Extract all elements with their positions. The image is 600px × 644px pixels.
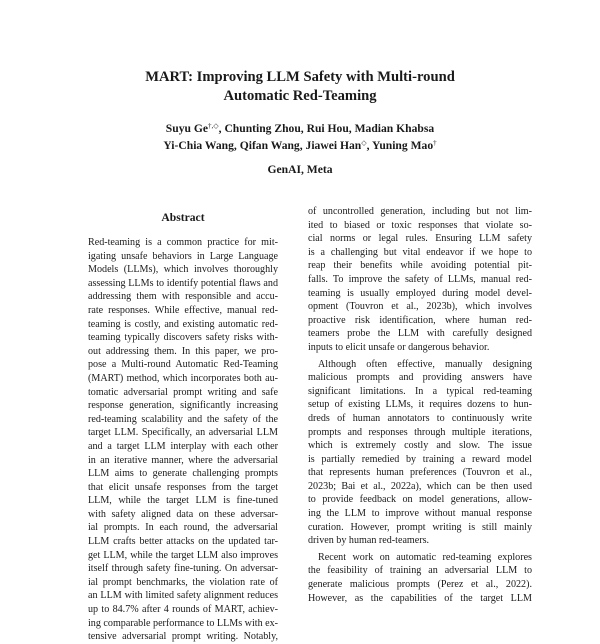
intro-line: to provide feedback on model generations, allow- (308, 494, 532, 506)
intro-line: inputs to elicit unsafe or dangerous behavior. (308, 341, 490, 353)
intro-line: driven by human red-teamers. (308, 535, 430, 547)
abstract-line: igating unsafe behaviors in Large Language (88, 250, 278, 262)
intro-line: ited to biased or toxic responses that violate so- (308, 219, 532, 231)
author-affil-mark: † (433, 139, 437, 147)
intro-line: setup of existing LLMs, it requires dozens to hun- (308, 399, 532, 411)
author-names: , Chunting Zhou, Rui Hou, Madian Khabsa (218, 122, 435, 135)
abstract-line: teaming typically discovers safety risks with- (88, 332, 278, 344)
affiliation: GenAI, Meta (267, 163, 333, 176)
intro-line: 2023b; Bai et al., 2022a), which can be then used (308, 480, 532, 492)
abstract-line: target LLM. Specifically, an adversarial LLM (88, 427, 278, 439)
intro-line: ing the LLM to improve without manual response (308, 508, 532, 520)
intro-line: Although often effective, manually designing (318, 358, 532, 370)
author-line-1 (0, 120, 600, 137)
intro-line: significant limitations. In a typical red-teaming (308, 385, 532, 397)
title-line-1: MART: Improving LLM Safety with Multi-round (145, 69, 455, 85)
intro-paragraph (308, 205, 532, 355)
intro-paragraph (308, 358, 532, 548)
abstract-line: an LLM with limited safety alignment reduces (88, 590, 278, 602)
abstract-body (88, 236, 278, 644)
author-affil-mark: †,◇ (208, 122, 219, 130)
intro-line: the feasibility of training an adversarial LLM to (308, 565, 532, 577)
intro-line: dreds of human annotators to continuously write (308, 412, 532, 424)
intro-line: teaming is usually employed during model devel- (308, 287, 532, 299)
abstract-line: and a target LLM interplay with each other (88, 440, 278, 452)
abstract-line: rate responses. While effective, manual red- (88, 304, 278, 316)
abstract-line: teaming is costly, and existing automatic red- (88, 318, 278, 330)
intro-line: prompts and responses through multiple iterations, (308, 426, 532, 438)
abstract-line: ial prompt benchmarks, the violation rate of (88, 576, 278, 588)
abstract-line: Red-teaming is a common practice for mit- (88, 237, 278, 248)
intro-line: However, as the capabilities of the target LLM (308, 592, 532, 604)
intro-line: reap their benefits while avoiding potential pit- (308, 260, 532, 272)
intro-line: Recent work on automatic red-teaming explores (318, 551, 532, 563)
author-line-2 (0, 137, 600, 154)
abstract-line: in an iterative manner, where the adversarial (88, 454, 278, 466)
intro-line: opment (Touvron et al., 2023b), which involves (308, 301, 532, 313)
intro-line: generate malicious prompts (Perez et al., 2022). (308, 579, 532, 591)
author-affil-mark: ◇ (361, 139, 367, 147)
abstract-line: (MART) method, which incorporates both au- (88, 372, 278, 384)
abstract-line: LLM, while the target LLM is fine-tuned (88, 495, 278, 507)
abstract-heading: Abstract (161, 211, 205, 224)
intro-line: proactive risk identification, where human red- (308, 314, 532, 326)
abstract-line: get LLM, while the target LLM also improves (88, 549, 278, 561)
abstract-line: that elicit unsafe responses from the target (88, 481, 278, 493)
abstract-line: tensive adversarial prompt writing. Notably, (88, 631, 278, 643)
intro-line: curation. However, prompt writing is still mainly (308, 521, 532, 533)
abstract-line: LLM aims to generate challenging prompts (88, 468, 278, 480)
abstract-line: assessing LLMs to identify potential flaws and (88, 277, 278, 289)
abstract-line: pose a Multi-round Automatic Red-Teaming (88, 359, 278, 371)
introduction-body (308, 205, 532, 605)
abstract-line: ial prompts. In each round, the adversarial (88, 522, 278, 534)
abstract-line: red-teaming scalability and the safety of the (88, 413, 278, 425)
abstract-line: itself through safety fine-tuning. On adversar- (88, 563, 278, 575)
abstract-line: tomatic adversarial prompt writing and safe (88, 386, 278, 398)
intro-line: that represents human preferences (Touvron et al., (308, 467, 532, 479)
intro-line: cial norms or legal rules. Ensuring LLM safety (308, 233, 532, 245)
author-name: , Yuning Mao (366, 139, 434, 152)
abstract-line: up to 84.7% after 4 rounds of MART, achiev- (88, 604, 278, 616)
intro-line: of uncontrolled generation, including but not lim- (308, 206, 532, 217)
abstract-line: addressing them with responsible and accu- (88, 291, 278, 303)
abstract-line: response generation, significantly increasing (88, 400, 278, 412)
paper-title (0, 68, 600, 106)
intro-line: malicious prompts and providing answers have (308, 372, 532, 384)
author-list (0, 120, 600, 154)
intro-paragraph (308, 551, 532, 605)
intro-line: which is extremely costly and slow. The issue (308, 440, 532, 452)
abstract-line: with safety aligned data on these adversar- (88, 508, 278, 520)
abstract-line: Models (LLMs), which involves thoroughly (88, 264, 278, 276)
intro-line: is a challenging but vital endeavor if we hope to (308, 246, 532, 258)
abstract-line: out addressing them. In this paper, we pro- (88, 345, 278, 357)
abstract-line: LLM crafts better attacks on the updated tar- (88, 536, 278, 548)
title-line-2: Automatic Red-Teaming (223, 88, 377, 104)
intro-line: teamers probe the LLM with carefully designed (308, 328, 532, 340)
author-names: Yi-Chia Wang, Qifan Wang, Jiawei Han (163, 139, 362, 152)
intro-line: falls. To improve the safety of LLMs, manual red- (308, 273, 532, 285)
intro-line: is partially remedied by training a reward model (308, 453, 532, 465)
abstract-line: ing comparable performance to LLMs with ex- (88, 617, 279, 629)
author-name: Suyu Ge (165, 122, 208, 135)
